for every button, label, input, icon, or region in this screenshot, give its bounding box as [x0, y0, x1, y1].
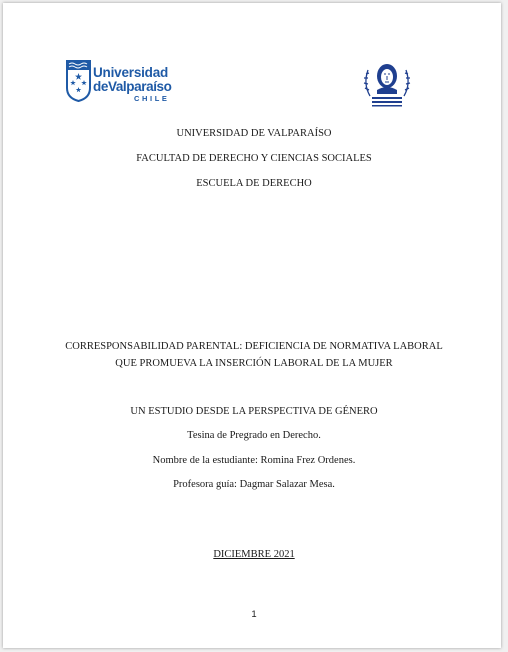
header-school: ESCUELA DE DERECHO [196, 178, 312, 189]
student-name: Nombre de la estudiante: Romina Frez Ordenes. [152, 455, 356, 466]
university-wordmark-line2: deValparaíso [93, 79, 172, 94]
header-faculty: FACULTAD DE DERECHO Y CIENCIAS SOCIALES [136, 153, 372, 164]
university-wordmark [93, 66, 172, 103]
advisor-name: Profesora guía: Dagmar Salazar Mesa. [173, 479, 335, 490]
subtitle: UN ESTUDIO DESDE LA PERSPECTIVA DE GÉNERO [130, 406, 378, 417]
page-number: 1 [251, 609, 257, 620]
date-text: DICIEMBRE 2021 [213, 549, 295, 560]
title-line1: CORRESPONSABILIDAD PARENTAL: DEFICIENCIA DE NORMATIVA LABORAL [65, 341, 443, 352]
university-wordmark-line3: CHILE [134, 94, 170, 103]
faculty-crest-icon [360, 56, 414, 110]
university-wordmark-line1: Universidad [93, 65, 169, 80]
date [0, 549, 508, 560]
title-line2: QUE PROMUEVA LA INSERCIÓN LABORAL DE LA MUJER [115, 358, 393, 369]
thesis-type: Tesina de Pregrado en Derecho. [187, 430, 321, 441]
university-logo [66, 60, 170, 110]
faculty-crest [360, 56, 414, 110]
university-shield-icon [66, 60, 91, 102]
header-university: UNIVERSIDAD DE VALPARAÍSO [176, 128, 332, 139]
